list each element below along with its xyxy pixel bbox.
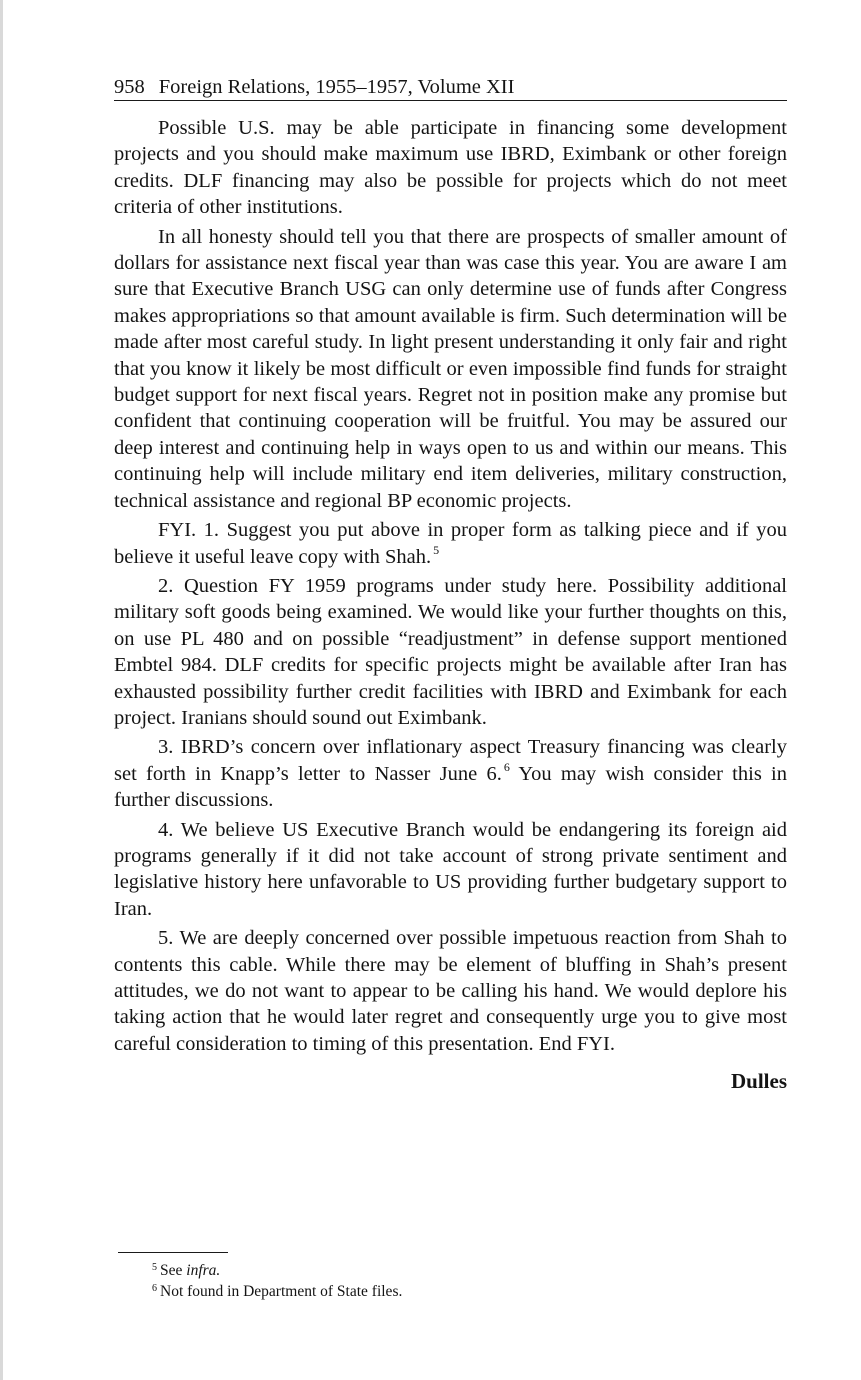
footnote-divider [118,1252,228,1253]
footnote-5-number: 5 [152,1262,157,1273]
footnote-ref-5[interactable]: 5 [433,542,440,557]
footnotes [152,1260,402,1302]
footnote-6-text: Not found in Department of State files. [160,1283,403,1300]
signature: Dulles [730,1069,787,1094]
document-page [114,74,787,1095]
paragraph-financing: Possible U.S. may be able participate in financing some development projects and you should make maximum use IBRD, Eximbank or other foreign credits. DLF financing may also be possible for projects which do not meet criteria of other institutions. [114,117,787,219]
footnote-6 [152,1281,402,1302]
paragraph-fyi-5: 5. We are deeply concerned over possible impetuous reaction from Shah to contents this cable. While there may be element of bluffing in Shah’s present attitudes, we do not want to appear to be calling his hand. We would deplore his taking action that he would later regret and consequently urge you to give most careful consideration to timing of this presentation. End FYI. [114,927,787,1055]
footnote-ref-6[interactable]: 6 [503,759,510,774]
volume-title: Foreign Relations, 1955–1957, Volume XII [158,76,515,98]
paragraph-fyi-1-text: FYI. 1. Suggest you put above in proper form as talking piece and if you believe it useful leave copy with Shah. [114,519,787,568]
footnote-6-number: 6 [152,1283,157,1294]
paragraph-honesty: In all honesty should tell you that there are prospects of smaller amount of dollars for assistance next fiscal year than was case this year. You are aware I am sure that Executive Branch USG can only determine use of funds after Congress makes appropriations so that amount available is firm. Such determination will be made after most careful study. In light present understanding it only fair and right that you know it likely be most difficult or even impossible find funds for straight budget support for next fiscal years. Regret not in position make any promise but confident that continuing cooperation will be fruitful. You may be assured our deep interest and continuing help in ways open to us and within our means. This continuing help will include military end item deliveries, military construction, technical assistance and regional BP economic projects. [114,225,787,512]
paragraph-fyi-3-tail: You may wish consider this in further discussions. [114,762,788,812]
paragraph-fyi-4: 4. We believe US Executive Branch would be endangering its foreign aid programs generally if it did not take account of strong private sentiment and legislative history here unfavorable to US providing further budgetary support to Iran. [114,818,787,920]
page-edge [0,0,3,1380]
paragraph-fyi-3 [114,734,787,813]
footnote-5-italic: infra. [186,1262,221,1279]
paragraph-fyi-3-text: 3. IBRD’s concern over inflationary aspect Treasury financing was clearly set forth in Knapp’s letter to Nasser June 6. [114,736,787,785]
paragraph-fyi-1 [114,517,787,570]
page-number: 958 [114,76,145,98]
running-head [114,74,787,101]
footnote-5 [152,1260,402,1281]
paragraph-fyi-2: 2. Question FY 1959 programs under study here. Possibility additional military soft goods being examined. We would like your further thoughts on this, on use PL 480 and on possible “readjustment” in defense support mentioned Embtel 984. DLF credits for specific projects might be available after Iran has exhausted possibility further credit facilities with IBRD and Eximbank for each project. Iranians should sound out Eximbank. [114,574,787,729]
footnote-5-prefix: See [160,1262,187,1279]
document-body [114,115,787,1057]
